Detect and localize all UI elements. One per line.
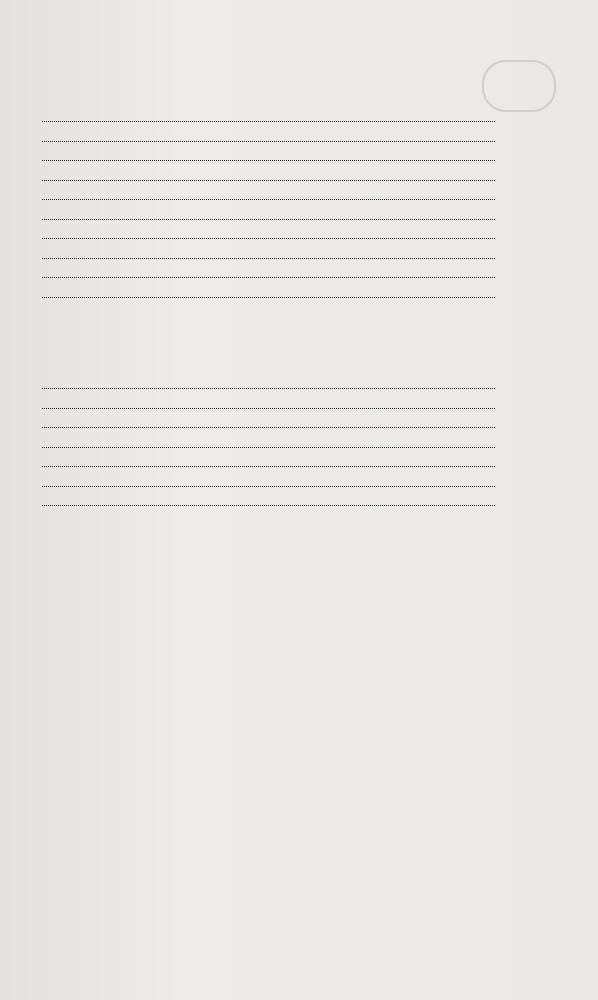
dot-leader: [42, 447, 495, 448]
dot-leader: [42, 238, 495, 239]
dot-leader: [42, 427, 495, 428]
dot-leader: [42, 297, 495, 298]
age-rating-badge: [482, 60, 556, 112]
dot-leader: [42, 180, 495, 181]
dot-leader: [42, 408, 495, 409]
toc-entry[interactable]: [40, 508, 520, 528]
dot-leader: [42, 160, 495, 161]
dot-leader: [42, 199, 495, 200]
toc-section: [40, 377, 520, 528]
dot-leader: [42, 486, 495, 487]
dot-leader: [42, 388, 495, 389]
toc-entries: [40, 391, 520, 528]
toc-section: [40, 110, 520, 319]
dot-leader: [42, 258, 495, 259]
dot-leader: [42, 505, 495, 506]
dot-leader: [42, 121, 495, 122]
dot-leader: [42, 466, 495, 467]
dot-leader: [42, 277, 495, 278]
dot-leader: [42, 141, 495, 142]
toc-entry[interactable]: [40, 300, 520, 320]
dot-leader: [42, 219, 495, 220]
toc-entries: [40, 124, 520, 319]
